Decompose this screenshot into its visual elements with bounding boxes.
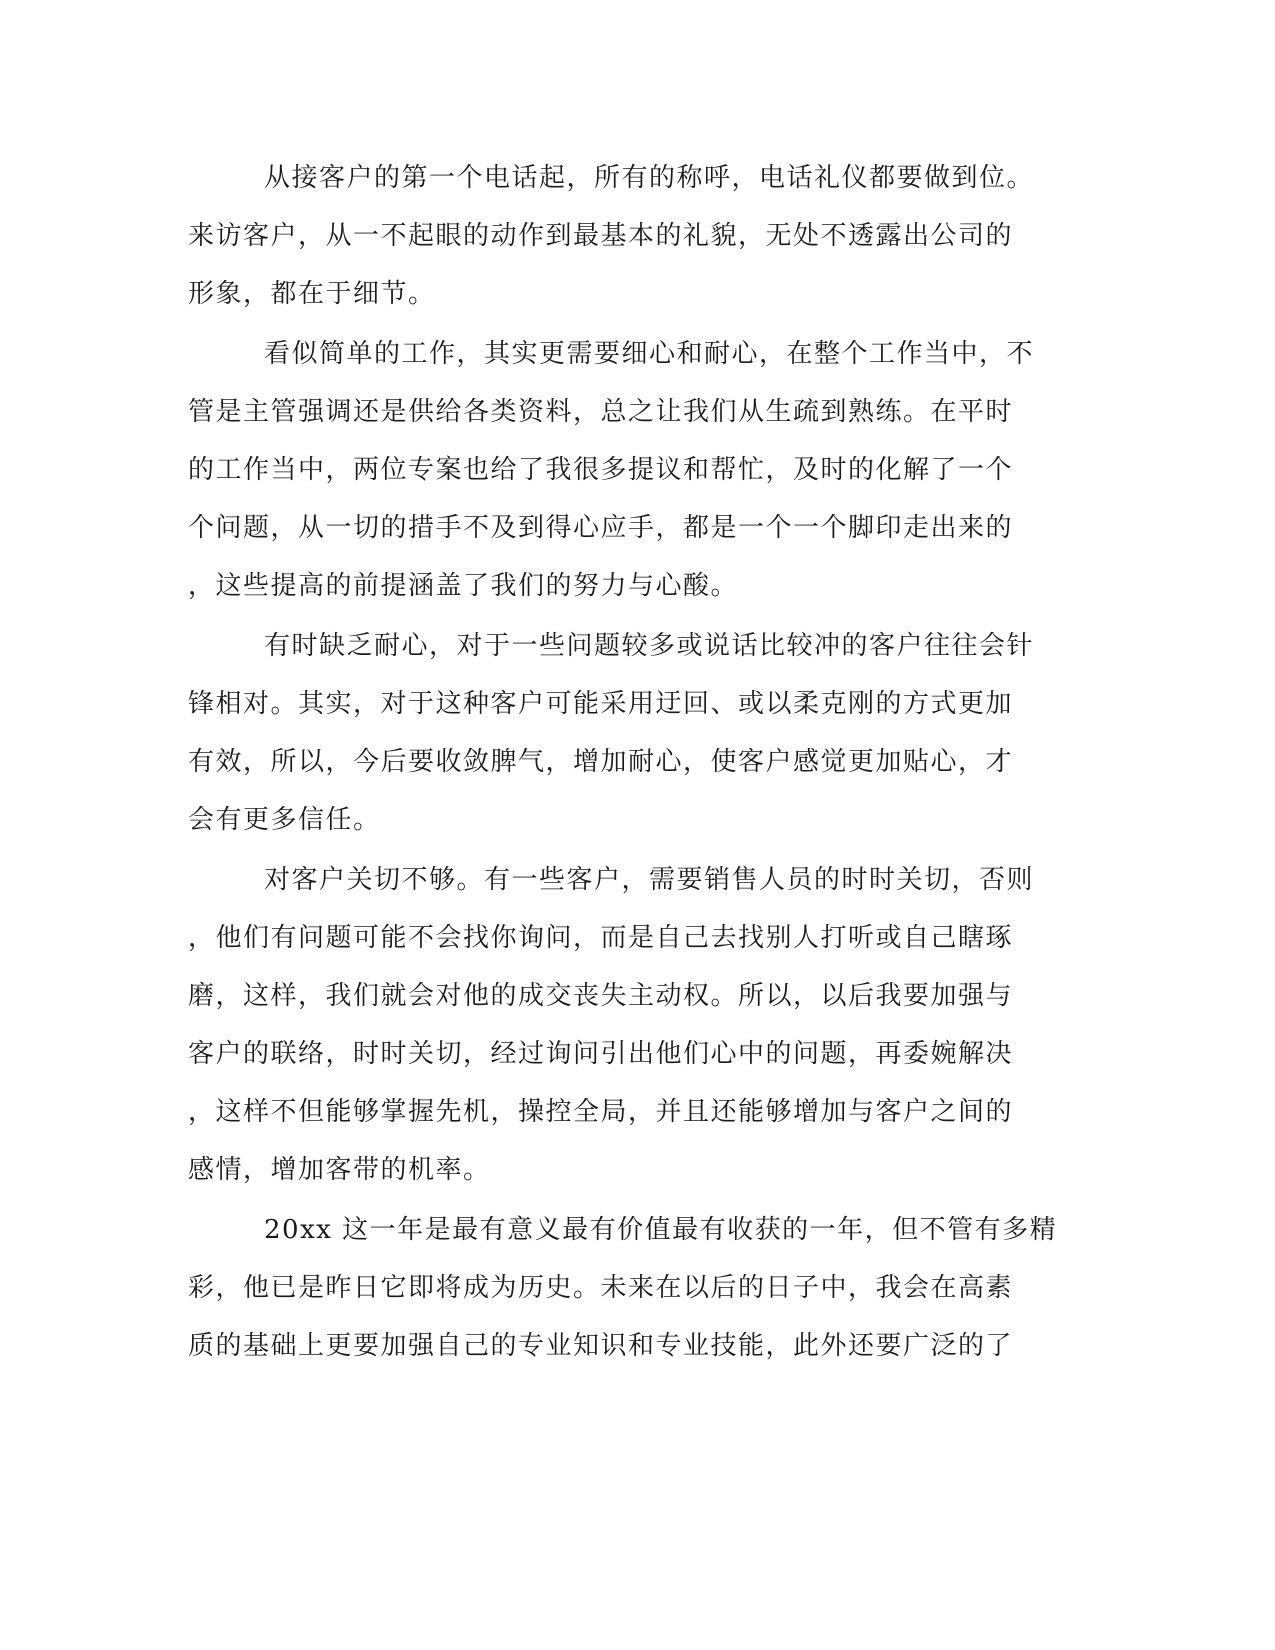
paragraph-3-line-4: 会有更多信任。 [188, 805, 381, 835]
paragraph-1-line-2: 来访客户，从一不起眼的动作到最基本的礼貌，无处不透露出公司的 [188, 221, 1014, 251]
paragraph-5-line-2: 彩，他已是昨日它即将成为历史。未来在以后的日子中，我会在高素 [188, 1273, 1014, 1303]
paragraph-2-line-1: 看似简单的工作，其实更需要细心和耐心，在整个工作当中，不 [264, 339, 1035, 369]
paragraph-5-line-1: 20xx 这一年是最有意义最有价值最有收获的一年，但不管有多精 [264, 1215, 1058, 1245]
paragraph-4-line-2: ，他们有问题可能不会找你询问，而是自己去找别人打听或自己瞎琢 [188, 923, 1014, 953]
paragraph-1-line-1: 从接客户的第一个电话起，所有的称呼，电话礼仪都要做到位。 [264, 163, 1035, 193]
paragraph-4-line-6: 感情，增加客带的机率。 [188, 1155, 491, 1185]
paragraph-1-line-3: 形象，都在于细节。 [188, 279, 436, 309]
paragraph-4-line-3: 磨，这样，我们就会对他的成交丧失主动权。所以，以后我要加强与 [188, 981, 1014, 1011]
paragraph-5-line-3: 质的基础上更要加强自己的专业知识和专业技能，此外还要广泛的了 [188, 1331, 1014, 1361]
paragraph-2-line-2: 管是主管强调还是供给各类资料，总之让我们从生疏到熟练。在平时 [188, 397, 1014, 427]
paragraph-2-line-5: ，这些提高的前提涵盖了我们的努力与心酸。 [188, 571, 739, 601]
paragraph-2-line-3: 的工作当中，两位专案也给了我很多提议和帮忙，及时的化解了一个 [188, 455, 1014, 485]
paragraph-3-line-1: 有时缺乏耐心，对于一些问题较多或说话比较冲的客户往往会针 [264, 631, 1035, 661]
paragraph-4-line-1: 对客户关切不够。有一些客户，需要销售人员的时时关切，否则 [264, 865, 1035, 895]
paragraph-4-line-5: ，这样不但能够掌握先机，操控全局，并且还能够增加与客户之间的 [188, 1097, 1014, 1127]
paragraph-3-line-2: 锋相对。其实，对于这种客户可能采用迂回、或以柔克刚的方式更加 [188, 689, 1014, 719]
paragraph-2-line-4: 个问题，从一切的措手不及到得心应手，都是一个一个脚印走出来的 [188, 513, 1014, 543]
paragraph-4-line-4: 客户的联络，时时关切，经过询问引出他们心中的问题，再委婉解决 [188, 1039, 1014, 1069]
paragraph-3-line-3: 有效，所以，今后要收敛脾气，增加耐心，使客户感觉更加贴心，才 [188, 747, 1014, 777]
